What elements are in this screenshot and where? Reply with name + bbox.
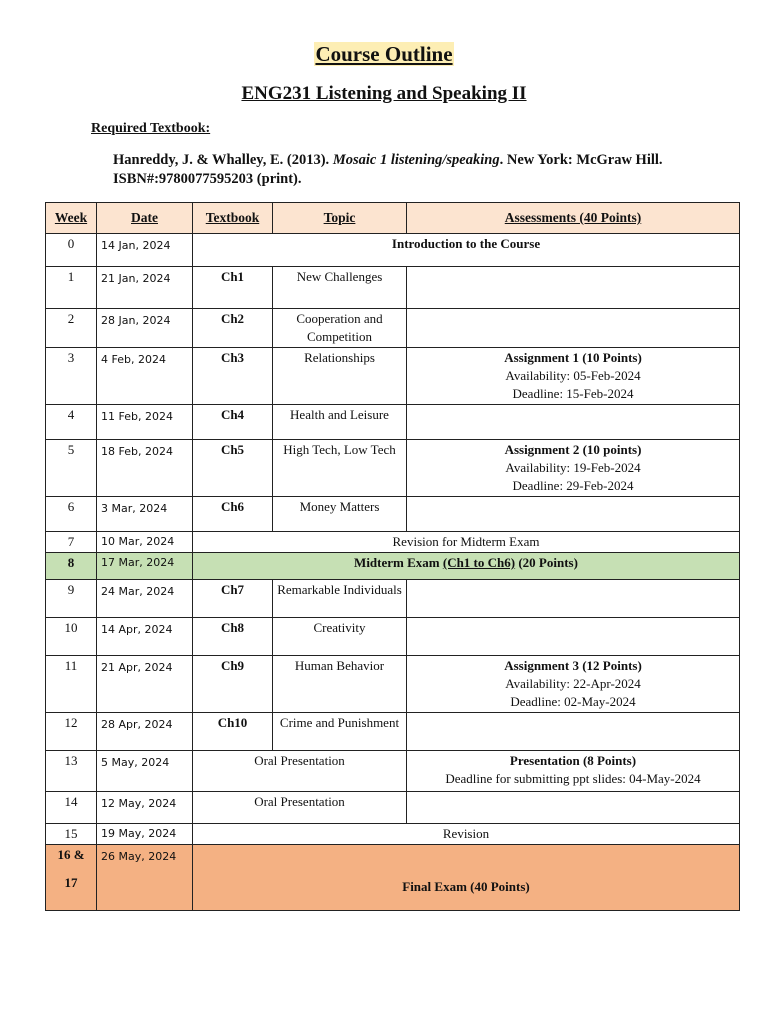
citation-authors: Hanreddy, J. & Whalley, E. (2013).	[113, 152, 330, 168]
week-cell: 5	[46, 440, 97, 497]
citation-publisher: . New York: McGraw Hill. ISBN#:9780077595203 (print).	[113, 152, 663, 187]
date-cell: 12 May, 2024	[97, 792, 193, 824]
intro-cell: Introduction to the Course	[193, 234, 740, 267]
week-label: 16 &	[57, 847, 85, 862]
week-cell: 0	[46, 234, 97, 267]
assessment-cell	[407, 440, 740, 497]
final-exam-cell: Final Exam (40 Points)	[193, 845, 740, 911]
week-cell: 3	[46, 348, 97, 405]
header-topic: Topic	[273, 203, 407, 234]
date-cell: 3 Mar, 2024	[97, 497, 193, 532]
header-date: Date	[97, 203, 193, 234]
presentation-title: Presentation (8 Points)	[509, 753, 637, 768]
textbook-heading: Required Textbook:	[91, 121, 211, 136]
citation-book-title: Mosaic 1 listening/speaking	[332, 152, 500, 168]
midterm-label: Midterm Exam	[354, 555, 443, 570]
assignment-title: Assignment 2 (10 points)	[504, 442, 642, 457]
week-label: 17	[64, 875, 78, 890]
textbook-cell: Ch10	[193, 713, 273, 751]
assessment-cell	[407, 348, 740, 405]
assignment-title: Assignment 3 (12 Points)	[504, 658, 642, 673]
table-row	[46, 440, 740, 497]
date-cell: 24 Mar, 2024	[97, 580, 193, 618]
header-textbook: Textbook	[193, 203, 273, 234]
textbook-cell: Ch7	[193, 580, 273, 618]
topic-cell: Cooperation and Competition	[273, 309, 407, 348]
table-header-row	[46, 203, 740, 234]
assessment-cell	[407, 618, 740, 656]
topic-cell: Human Behavior	[273, 656, 407, 713]
week-cell: 12	[46, 713, 97, 751]
table-row	[46, 532, 740, 553]
assessment-cell	[407, 580, 740, 618]
assessment-cell	[407, 792, 740, 824]
topic-cell: New Challenges	[273, 267, 407, 309]
table-row	[46, 824, 740, 845]
header-week: Week	[46, 203, 97, 234]
table-row	[46, 618, 740, 656]
date-cell: 21 Apr, 2024	[97, 656, 193, 713]
date-cell: 11 Feb, 2024	[97, 405, 193, 440]
page-title-wrap	[0, 42, 768, 67]
table-row	[46, 348, 740, 405]
week-cell: 6	[46, 497, 97, 532]
textbook-cell: Ch2	[193, 309, 273, 348]
week-cell: 11	[46, 656, 97, 713]
date-cell: 5 May, 2024	[97, 751, 193, 792]
week-cell: 7	[46, 532, 97, 553]
table-row-final	[46, 845, 740, 911]
deadline-text: Deadline: 15-Feb-2024	[512, 386, 634, 401]
textbook-cell: Ch5	[193, 440, 273, 497]
page-title: Course Outline	[315, 42, 453, 66]
topic-cell: Relationships	[273, 348, 407, 405]
table-row	[46, 713, 740, 751]
week-cell: 2	[46, 309, 97, 348]
date-cell: 19 May, 2024	[97, 824, 193, 845]
textbook-cell: Ch4	[193, 405, 273, 440]
topic-cell: Money Matters	[273, 497, 407, 532]
date-cell: 18 Feb, 2024	[97, 440, 193, 497]
course-schedule-table	[45, 202, 740, 911]
topic-cell: High Tech, Low Tech	[273, 440, 407, 497]
header-assessments: Assessments (40 Points)	[407, 203, 740, 234]
date-cell: 26 May, 2024	[97, 845, 193, 911]
textbook-cell: Ch9	[193, 656, 273, 713]
revision-cell: Revision	[193, 824, 740, 845]
date-cell: 14 Apr, 2024	[97, 618, 193, 656]
assessment-cell	[407, 497, 740, 532]
revision-cell: Revision for Midterm Exam	[193, 532, 740, 553]
table-row	[46, 267, 740, 309]
table-row	[46, 234, 740, 267]
deadline-text: Deadline: 02-May-2024	[510, 694, 636, 709]
assessment-cell	[407, 656, 740, 713]
availability-text: Availability: 22-Apr-2024	[505, 676, 641, 691]
deadline-text: Deadline for submitting ppt slides: 04-May-2024	[445, 771, 701, 786]
date-cell: 4 Feb, 2024	[97, 348, 193, 405]
midterm-chapters: (Ch1 to Ch6)	[442, 555, 516, 570]
date-cell: 10 Mar, 2024	[97, 532, 193, 553]
topic-cell: Health and Leisure	[273, 405, 407, 440]
week-cell: 10	[46, 618, 97, 656]
midterm-points: (20 Points)	[515, 555, 578, 570]
assignment-title: Assignment 1 (10 Points)	[504, 350, 642, 365]
week-cell: 14	[46, 792, 97, 824]
textbook-cell: Ch6	[193, 497, 273, 532]
table-row	[46, 580, 740, 618]
textbook-citation	[113, 151, 713, 189]
availability-text: Availability: 19-Feb-2024	[505, 460, 641, 475]
topic-cell: Remarkable Individuals	[273, 580, 407, 618]
week-cell: 13	[46, 751, 97, 792]
assessment-cell	[407, 405, 740, 440]
availability-text: Availability: 05-Feb-2024	[505, 368, 641, 383]
assessment-cell	[407, 309, 740, 348]
table-row-midterm	[46, 553, 740, 580]
week-cell: 15	[46, 824, 97, 845]
week-cell: 8	[46, 553, 97, 580]
date-cell: 17 Mar, 2024	[97, 553, 193, 580]
topic-cell: Creativity	[273, 618, 407, 656]
textbook-cell: Ch8	[193, 618, 273, 656]
week-cell: 1	[46, 267, 97, 309]
table-row	[46, 792, 740, 824]
date-cell: 28 Jan, 2024	[97, 309, 193, 348]
assessment-cell	[407, 267, 740, 309]
assessment-cell	[407, 751, 740, 792]
topic-cell: Crime and Punishment	[273, 713, 407, 751]
table-row	[46, 405, 740, 440]
table-row	[46, 497, 740, 532]
textbook-cell: Ch1	[193, 267, 273, 309]
week-cell: 4	[46, 405, 97, 440]
table-row	[46, 309, 740, 348]
table-row	[46, 751, 740, 792]
date-cell: 21 Jan, 2024	[97, 267, 193, 309]
midterm-cell	[193, 553, 740, 580]
date-cell: 14 Jan, 2024	[97, 234, 193, 267]
course-subtitle: ENG231 Listening and Speaking II	[241, 83, 527, 104]
textbook-cell: Ch3	[193, 348, 273, 405]
table-row	[46, 656, 740, 713]
assessment-cell	[407, 713, 740, 751]
week-cell	[46, 845, 97, 911]
week-cell: 9	[46, 580, 97, 618]
topic-cell: Oral Presentation	[193, 792, 407, 824]
date-cell: 28 Apr, 2024	[97, 713, 193, 751]
topic-cell: Oral Presentation	[193, 751, 407, 792]
deadline-text: Deadline: 29-Feb-2024	[512, 478, 634, 493]
